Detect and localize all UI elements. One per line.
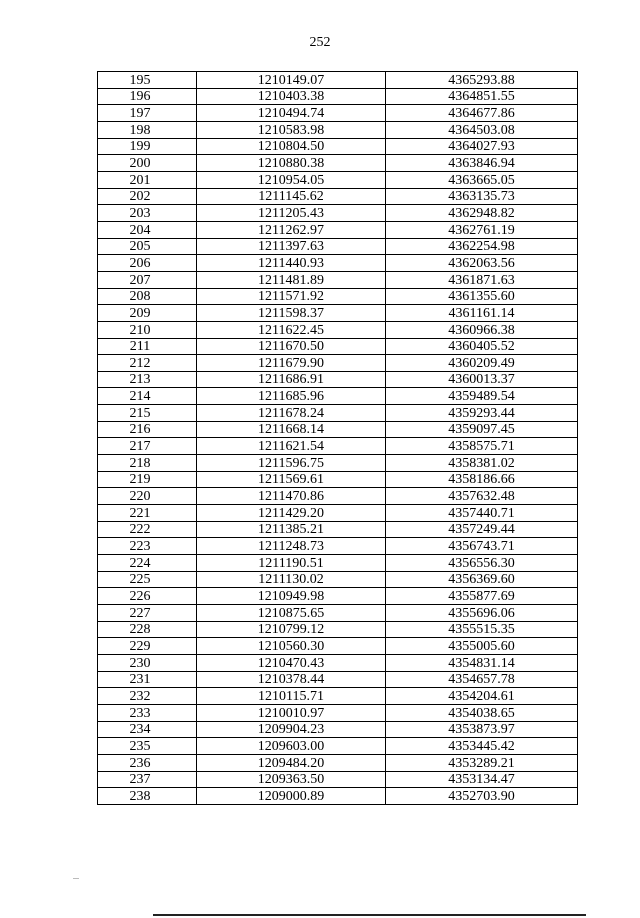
y-coordinate-cell: 4364027.93 (386, 138, 578, 155)
point-number-cell: 225 (98, 571, 197, 588)
y-coordinate-cell: 4356369.60 (386, 571, 578, 588)
x-coordinate-cell: 1210010.97 (197, 704, 386, 721)
table-row (98, 438, 578, 455)
table-row (98, 471, 578, 488)
table-row (98, 171, 578, 188)
y-coordinate-cell: 4353445.42 (386, 738, 578, 755)
table-row (98, 704, 578, 721)
x-coordinate-cell: 1211679.90 (197, 355, 386, 372)
x-coordinate-cell: 1211470.86 (197, 488, 386, 505)
table-row (98, 205, 578, 222)
x-coordinate-cell: 1211670.50 (197, 338, 386, 355)
point-number-cell: 205 (98, 238, 197, 255)
table-row (98, 221, 578, 238)
table-row (98, 571, 578, 588)
table-row (98, 505, 578, 522)
y-coordinate-cell: 4357440.71 (386, 505, 578, 522)
table-row (98, 88, 578, 105)
table-row (98, 788, 578, 805)
table-row (98, 305, 578, 322)
point-number-cell: 235 (98, 738, 197, 755)
table-row (98, 188, 578, 205)
y-coordinate-cell: 4364503.08 (386, 121, 578, 138)
y-coordinate-cell: 4361355.60 (386, 288, 578, 305)
x-coordinate-cell: 1210804.50 (197, 138, 386, 155)
y-coordinate-cell: 4355515.35 (386, 621, 578, 638)
y-coordinate-cell: 4363135.73 (386, 188, 578, 205)
table-row (98, 754, 578, 771)
table-row (98, 588, 578, 605)
y-coordinate-cell: 4353873.97 (386, 721, 578, 738)
x-coordinate-cell: 1210799.12 (197, 621, 386, 638)
point-number-cell: 199 (98, 138, 197, 155)
x-coordinate-cell: 1210880.38 (197, 155, 386, 172)
y-coordinate-cell: 4355877.69 (386, 588, 578, 605)
x-coordinate-cell: 1210403.38 (197, 88, 386, 105)
x-coordinate-cell: 1211685.96 (197, 388, 386, 405)
x-coordinate-cell: 1210149.07 (197, 72, 386, 89)
point-number-cell: 214 (98, 388, 197, 405)
point-number-cell: 210 (98, 321, 197, 338)
y-coordinate-cell: 4364677.86 (386, 105, 578, 122)
x-coordinate-cell: 1211678.24 (197, 405, 386, 422)
table-row (98, 155, 578, 172)
point-number-cell: 202 (98, 188, 197, 205)
point-number-cell: 203 (98, 205, 197, 222)
table-row (98, 455, 578, 472)
table-row (98, 488, 578, 505)
point-number-cell: 221 (98, 505, 197, 522)
y-coordinate-cell: 4363665.05 (386, 171, 578, 188)
table-row (98, 638, 578, 655)
y-coordinate-cell: 4356743.71 (386, 538, 578, 555)
point-number-cell: 237 (98, 771, 197, 788)
x-coordinate-cell: 1210378.44 (197, 671, 386, 688)
point-number-cell: 213 (98, 371, 197, 388)
bottom-edge-rule (153, 914, 586, 916)
point-number-cell: 206 (98, 255, 197, 272)
y-coordinate-cell: 4360209.49 (386, 355, 578, 372)
table-row (98, 621, 578, 638)
table-row (98, 255, 578, 272)
point-number-cell: 196 (98, 88, 197, 105)
point-number-cell: 198 (98, 121, 197, 138)
y-coordinate-cell: 4355005.60 (386, 638, 578, 655)
point-number-cell: 209 (98, 305, 197, 322)
point-number-cell: 234 (98, 721, 197, 738)
x-coordinate-cell: 1211440.93 (197, 255, 386, 272)
point-number-cell: 217 (98, 438, 197, 455)
point-number-cell: 201 (98, 171, 197, 188)
y-coordinate-cell: 4352703.90 (386, 788, 578, 805)
y-coordinate-cell: 4354204.61 (386, 688, 578, 705)
x-coordinate-cell: 1210583.98 (197, 121, 386, 138)
point-number-cell: 226 (98, 588, 197, 605)
point-number-cell: 228 (98, 621, 197, 638)
point-number-cell: 216 (98, 421, 197, 438)
point-number-cell: 231 (98, 671, 197, 688)
x-coordinate-cell: 1211145.62 (197, 188, 386, 205)
x-coordinate-cell: 1209000.89 (197, 788, 386, 805)
x-coordinate-cell: 1211262.97 (197, 221, 386, 238)
x-coordinate-cell: 1209484.20 (197, 754, 386, 771)
x-coordinate-cell: 1211248.73 (197, 538, 386, 555)
y-coordinate-cell: 4357632.48 (386, 488, 578, 505)
y-coordinate-cell: 4363846.94 (386, 155, 578, 172)
y-coordinate-cell: 4362063.56 (386, 255, 578, 272)
y-coordinate-cell: 4357249.44 (386, 521, 578, 538)
y-coordinate-cell: 4353289.21 (386, 754, 578, 771)
x-coordinate-cell: 1211598.37 (197, 305, 386, 322)
y-coordinate-cell: 4358186.66 (386, 471, 578, 488)
point-number-cell: 229 (98, 638, 197, 655)
x-coordinate-cell: 1209904.23 (197, 721, 386, 738)
y-coordinate-cell: 4354657.78 (386, 671, 578, 688)
point-number-cell: 236 (98, 754, 197, 771)
point-number-cell: 232 (98, 688, 197, 705)
x-coordinate-cell: 1211686.91 (197, 371, 386, 388)
x-coordinate-cell: 1210954.05 (197, 171, 386, 188)
point-number-cell: 224 (98, 555, 197, 572)
x-coordinate-cell: 1210560.30 (197, 638, 386, 655)
table-row (98, 421, 578, 438)
point-number-cell: 211 (98, 338, 197, 355)
point-number-cell: 212 (98, 355, 197, 372)
y-coordinate-cell: 4359293.44 (386, 405, 578, 422)
point-number-cell: 200 (98, 155, 197, 172)
point-number-cell: 230 (98, 654, 197, 671)
x-coordinate-cell: 1209363.50 (197, 771, 386, 788)
y-coordinate-cell: 4358381.02 (386, 455, 578, 472)
table-row (98, 605, 578, 622)
x-coordinate-cell: 1210875.65 (197, 605, 386, 622)
coordinates-table-body (98, 72, 578, 805)
point-number-cell: 233 (98, 704, 197, 721)
y-coordinate-cell: 4364851.55 (386, 88, 578, 105)
y-coordinate-cell: 4360013.37 (386, 371, 578, 388)
table-row (98, 371, 578, 388)
y-coordinate-cell: 4362761.19 (386, 221, 578, 238)
x-coordinate-cell: 1210949.98 (197, 588, 386, 605)
table-row (98, 121, 578, 138)
point-number-cell: 220 (98, 488, 197, 505)
table-row (98, 538, 578, 555)
point-number-cell: 223 (98, 538, 197, 555)
point-number-cell: 215 (98, 405, 197, 422)
coordinates-table (97, 71, 578, 805)
point-number-cell: 238 (98, 788, 197, 805)
x-coordinate-cell: 1211397.63 (197, 238, 386, 255)
x-coordinate-cell: 1211205.43 (197, 205, 386, 222)
table-row (98, 238, 578, 255)
table-row (98, 671, 578, 688)
point-number-cell: 204 (98, 221, 197, 238)
table-row (98, 654, 578, 671)
table-row (98, 338, 578, 355)
table-row (98, 738, 578, 755)
x-coordinate-cell: 1211571.92 (197, 288, 386, 305)
page-number: 252 (309, 35, 331, 50)
x-coordinate-cell: 1211621.54 (197, 438, 386, 455)
x-coordinate-cell: 1210470.43 (197, 654, 386, 671)
point-number-cell: 218 (98, 455, 197, 472)
x-coordinate-cell: 1211668.14 (197, 421, 386, 438)
x-coordinate-cell: 1211481.89 (197, 271, 386, 288)
x-coordinate-cell: 1211130.02 (197, 571, 386, 588)
point-number-cell: 197 (98, 105, 197, 122)
point-number-cell: 208 (98, 288, 197, 305)
table-row (98, 105, 578, 122)
margin-mark (73, 878, 79, 879)
table-row (98, 688, 578, 705)
x-coordinate-cell: 1210494.74 (197, 105, 386, 122)
y-coordinate-cell: 4362948.82 (386, 205, 578, 222)
y-coordinate-cell: 4359097.45 (386, 421, 578, 438)
y-coordinate-cell: 4353134.47 (386, 771, 578, 788)
table-row (98, 771, 578, 788)
table-row (98, 555, 578, 572)
y-coordinate-cell: 4354038.65 (386, 704, 578, 721)
y-coordinate-cell: 4360405.52 (386, 338, 578, 355)
y-coordinate-cell: 4361871.63 (386, 271, 578, 288)
table-row (98, 138, 578, 155)
x-coordinate-cell: 1210115.71 (197, 688, 386, 705)
point-number-cell: 207 (98, 271, 197, 288)
point-number-cell: 227 (98, 605, 197, 622)
y-coordinate-cell: 4355696.06 (386, 605, 578, 622)
x-coordinate-cell: 1209603.00 (197, 738, 386, 755)
table-row (98, 72, 578, 89)
table-row (98, 721, 578, 738)
y-coordinate-cell: 4358575.71 (386, 438, 578, 455)
table-row (98, 388, 578, 405)
y-coordinate-cell: 4360966.38 (386, 321, 578, 338)
table-row (98, 271, 578, 288)
x-coordinate-cell: 1211596.75 (197, 455, 386, 472)
y-coordinate-cell: 4361161.14 (386, 305, 578, 322)
x-coordinate-cell: 1211569.61 (197, 471, 386, 488)
point-number-cell: 219 (98, 471, 197, 488)
y-coordinate-cell: 4362254.98 (386, 238, 578, 255)
y-coordinate-cell: 4354831.14 (386, 654, 578, 671)
x-coordinate-cell: 1211429.20 (197, 505, 386, 522)
y-coordinate-cell: 4359489.54 (386, 388, 578, 405)
table-row (98, 355, 578, 372)
point-number-cell: 195 (98, 72, 197, 89)
point-number-cell: 222 (98, 521, 197, 538)
table-row (98, 321, 578, 338)
y-coordinate-cell: 4356556.30 (386, 555, 578, 572)
x-coordinate-cell: 1211190.51 (197, 555, 386, 572)
table-row (98, 288, 578, 305)
table-row (98, 521, 578, 538)
x-coordinate-cell: 1211385.21 (197, 521, 386, 538)
y-coordinate-cell: 4365293.88 (386, 72, 578, 89)
table-row (98, 405, 578, 422)
x-coordinate-cell: 1211622.45 (197, 321, 386, 338)
